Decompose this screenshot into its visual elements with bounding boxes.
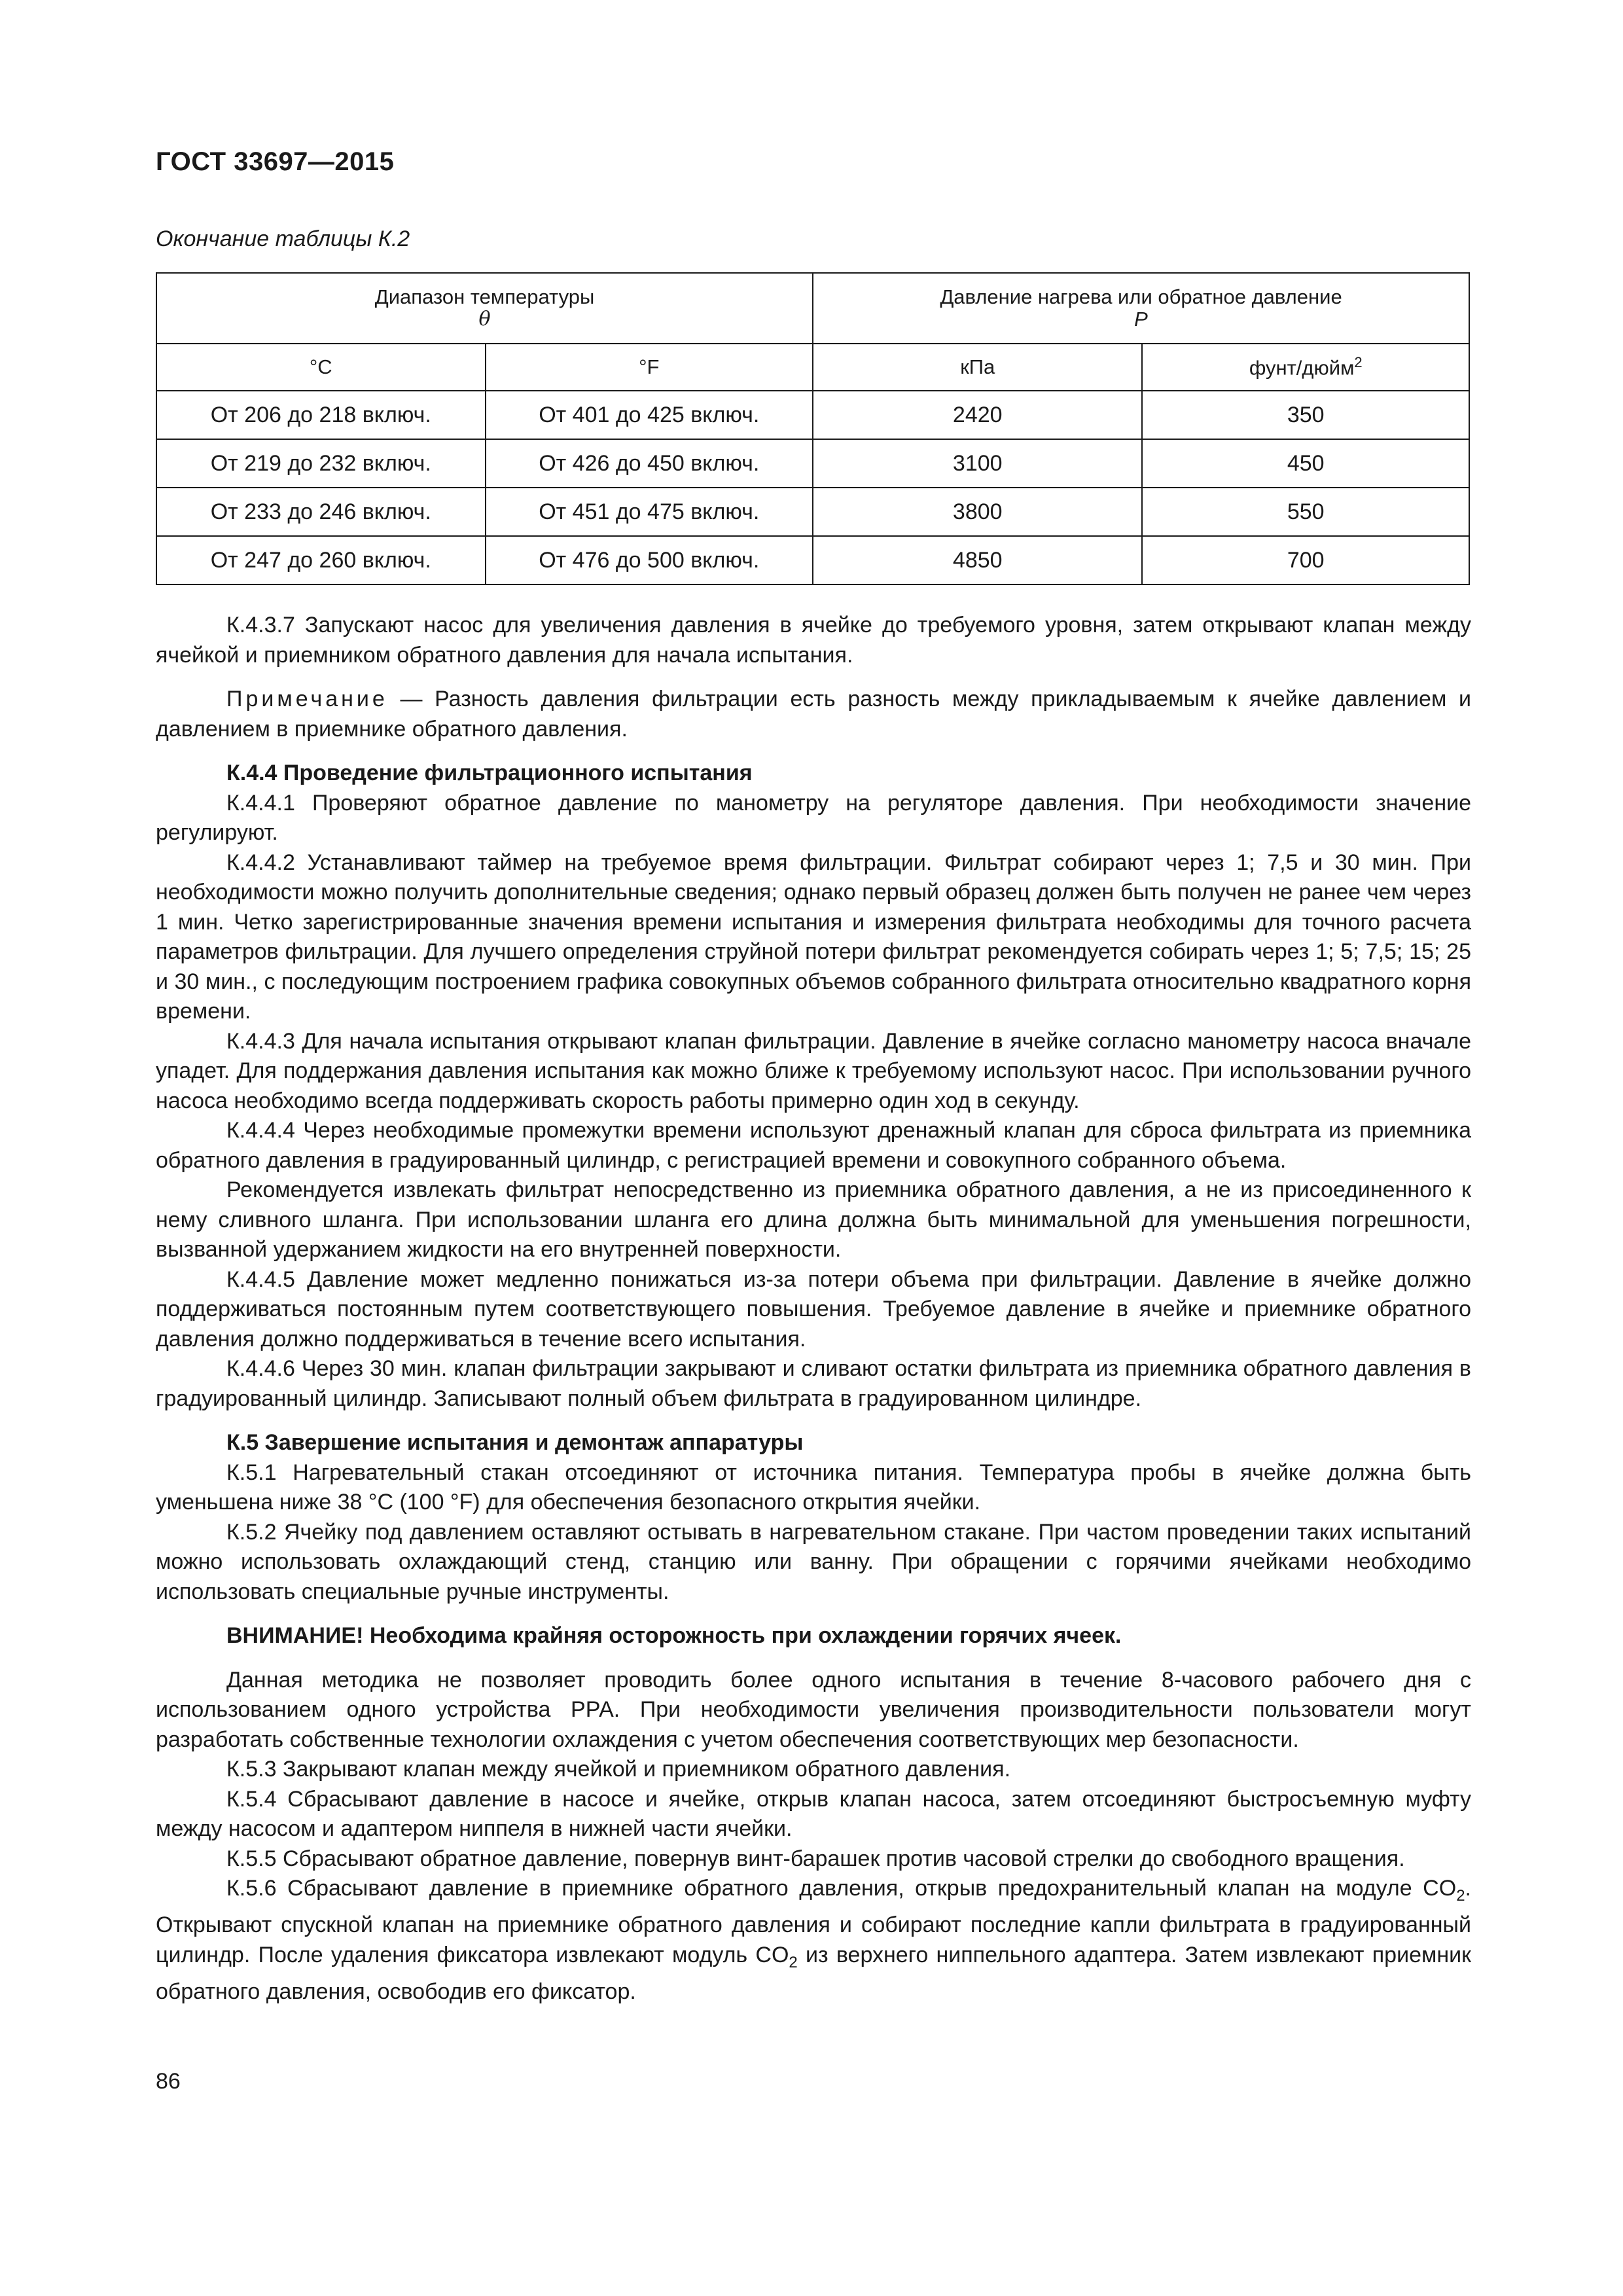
co2-subscript: 2: [789, 1953, 798, 1971]
page-number: 86: [156, 2069, 181, 2094]
table-cell: 3800: [813, 488, 1142, 536]
heading-k44: К.4.4 Проведение фильтрационного испытания: [226, 761, 753, 785]
paragraph-k55: К.5.5 Сбрасывают обратное давление, повернув винт-барашек против часовой стрелки до свободного вращения.: [226, 1846, 1405, 1871]
paragraph-k442: К.4.4.2 Устанавливают таймер на требуемое время фильтрации. Фильтрат собирают через 1; 7,5 и 30 мин. При необходимости можно получить дополнительные сведения; однако первый образец должен быть получен не ранее чем через 1 мин. Четко зарегистрированные значения времени испытания и измерения фильтрата необходимы для точного расчета параметров фильтрации. Для лучшего определения струйной потери фильтрат рекомендуется собирать через 1; 5; 7,5; 15; 25 и 30 мин., с последующим построением графика совокупных объемов собранного фильтрата относительно квадратного корня времени.: [156, 850, 1471, 1024]
table-cell: 450: [1142, 439, 1469, 488]
standard-header: ГОСТ 33697—2015: [156, 147, 395, 176]
unit-psi-exponent: 2: [1354, 354, 1363, 371]
table-cell: 4850: [813, 536, 1142, 584]
pressure-label: Давление нагрева или обратное давление: [940, 285, 1342, 308]
paragraph-k445: К.4.4.5 Давление может медленно понижаться из-за потери объема при фильтрации. Давление в ячейке должно поддерживаться постоянным путем соответствующего повышения. Требуемое давление в ячейке и приемнике обратного давления должно поддерживаться в течение всего испытания.: [156, 1266, 1471, 1352]
unit-fahrenheit: °F: [486, 344, 813, 391]
paragraph-k446: К.4.4.6 Через 30 мин. клапан фильтрации закрывают и сливают остатки фильтрата из приемника обратного давления в градуированный цилиндр. Записывают полный объем фильтрата в градуированном цилиндре.: [156, 1356, 1471, 1411]
table-row: [156, 439, 1469, 488]
paragraph-k54: К.5.4 Сбрасывают давление в насосе и ячейке, открыв клапан насоса, затем отсоединяют быстросъемную муфту между насосом и адаптером ниппеля в нижней части ячейки.: [156, 1786, 1471, 1841]
warning: ВНИМАНИЕ! Необходима крайняя осторожность при охлаждении горячих ячеек.: [226, 1623, 1122, 1648]
paragraph-k53: К.5.3 Закрывают клапан между ячейкой и приемником обратного давления.: [226, 1757, 1011, 1782]
unit-psi-label: фунт/дюйм: [1249, 356, 1355, 380]
paragraph-recommendation: Рекомендуется извлекать фильтрат непосредственно из приемника обратного давления, а не из присоединенного к нему сливного шланга. При использовании шланга его длина должна быть минимальной для уменьшения погрешности, вызванной удержанием жидкости на его внутренней поверхности.: [156, 1177, 1471, 1262]
table-group-header-row: [156, 273, 1469, 344]
paragraph-k56: [156, 1874, 1471, 2007]
table-unit-row: [156, 344, 1469, 391]
paragraph-k437: К.4.3.7 Запускают насос для увеличения давления в ячейке до требуемого уровня, затем открывают клапан между ячейкой и приемником обратного давления для начала испытания.: [156, 613, 1471, 668]
body-text: [156, 611, 1471, 2007]
table-cell: 3100: [813, 439, 1142, 488]
paragraph-k444: К.4.4.4 Через необходимые промежутки времени используют дренажный клапан для сброса фильтрата из приемника обратного давления в градуированный цилиндр, с регистрацией времени и совокупного собранного объема.: [156, 1118, 1471, 1173]
table-cell: От 233 до 246 включ.: [156, 488, 486, 536]
k56-part-3: из верхнего ниппельного адаптера. Затем извлекают приемник обратного давления, освободив его фиксатор.: [156, 1942, 1471, 2005]
note-text: — Разность давления фильтрации есть разность между прикладываемым к ячейке давлением и давлением в приемнике обратного давления.: [156, 687, 1471, 742]
table-cell: От 401 до 425 включ.: [486, 391, 813, 439]
unit-psi: [1142, 344, 1469, 391]
k56-part-2: . Открывают спускной клапан на приемнике обратного давления и собирают последние капли фильтрата в градуированный цилиндр. После удаления фиксатора извлекают модуль CO: [156, 1876, 1471, 1967]
table-row: [156, 391, 1469, 439]
table-cell: От 247 до 260 включ.: [156, 536, 486, 584]
paragraph-k51: К.5.1 Нагревательный стакан отсоединяют от источника питания. Температура пробы в ячейке должна быть уменьшена ниже 38 °С (100 °F) для обеспечения безопасного открытия ячейки.: [156, 1460, 1471, 1515]
pressure-symbol: P: [1134, 308, 1148, 331]
paragraph-method: Данная методика не позволяет проводить более одного испытания в течение 8-часового рабочего дня с использованием одного устройства РРА. При необходимости увеличения производительности пользователи могут разработать собственные технологии охлаждения с учетом обеспечения соответствующих мер безопасности.: [156, 1667, 1471, 1752]
table-cell: 350: [1142, 391, 1469, 439]
table-cell: От 476 до 500 включ.: [486, 536, 813, 584]
paragraph-k52: К.5.2 Ячейку под давлением оставляют остывать в нагревательном стакане. При частом проведении таких испытаний можно использовать охлаждающий стенд, станцию или ванну. При обращении с горячими ячейками необходимо использовать специальные ручные инструменты.: [156, 1519, 1471, 1604]
table-cell: 2420: [813, 391, 1142, 439]
table-cell: От 426 до 450 включ.: [486, 439, 813, 488]
heading-k5: К.5 Завершение испытания и демонтаж аппаратуры: [226, 1430, 804, 1455]
temperature-range-label: Диапазон температуры: [374, 285, 595, 308]
co2-subscript: 2: [1456, 1886, 1465, 1905]
unit-kpa: кПа: [813, 344, 1142, 391]
table-cell: От 206 до 218 включ.: [156, 391, 486, 439]
k56-part-1: К.5.6 Сбрасывают давление в приемнике обратного давления, открыв предохранительный клапан на модуле CO: [226, 1876, 1457, 1901]
table-cell: 550: [1142, 488, 1469, 536]
table-caption: Окончание таблицы К.2: [156, 226, 410, 251]
temperature-symbol: θ: [478, 308, 491, 331]
temperature-range-header: [156, 273, 813, 344]
unit-celsius: °C: [156, 344, 486, 391]
paragraph-k441: К.4.4.1 Проверяют обратное давление по манометру на регуляторе давления. При необходимости значение регулируют.: [156, 790, 1471, 845]
note: [156, 685, 1471, 744]
table-cell: 700: [1142, 536, 1469, 584]
pressure-header: [813, 273, 1469, 344]
table-row: [156, 488, 1469, 536]
table-cell: От 219 до 232 включ.: [156, 439, 486, 488]
table-cell: От 451 до 475 включ.: [486, 488, 813, 536]
paragraph-k443: К.4.4.3 Для начала испытания открывают клапан фильтрации. Давление в ячейке согласно манометру насоса вначале упадет. Для поддержания давления испытания как можно ближе к требуемому используют насос. При использовании ручного насоса необходимо всегда поддерживать скорость работы примерно один ход в секунду.: [156, 1028, 1471, 1113]
note-label: Примечание: [226, 687, 388, 711]
pressure-table: [156, 272, 1470, 585]
table-row: [156, 536, 1469, 584]
